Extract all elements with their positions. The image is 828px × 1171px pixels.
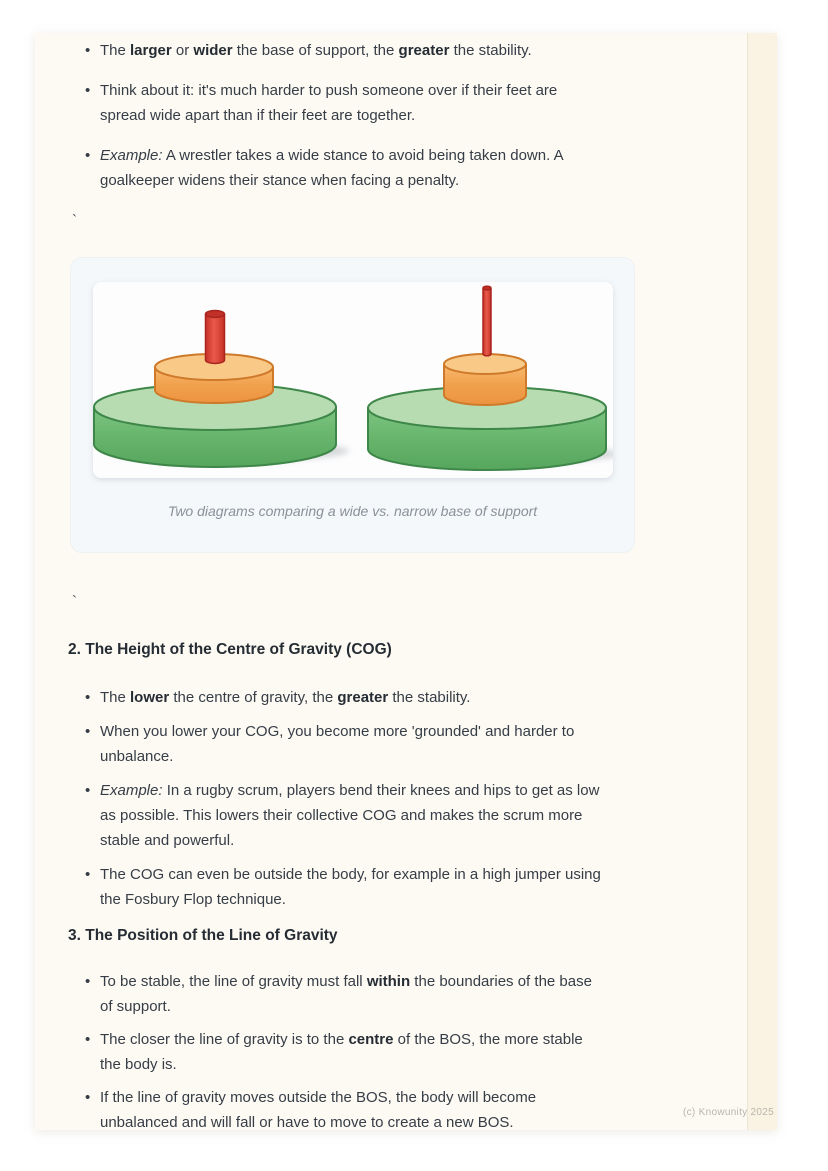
bullet-list-line-of-gravity: [68, 970, 645, 1135]
orange-cylinder-top: [444, 354, 526, 374]
red-rod: [205, 314, 224, 364]
bullet-list-base-of-support: [68, 38, 645, 193]
stray-backtick: `: [72, 212, 77, 229]
list-item: • The lower the centre of gravity, the greater the stability.: [68, 685, 645, 710]
copyright-watermark: (c) Knowunity 2025: [682, 1107, 774, 1118]
section-heading-cog-height: 2. The Height of the Centre of Gravity (COG): [68, 641, 392, 658]
list-item: • If the line of gravity moves outside the BOS, the body will become unbalanced and will fall or have to move to create a new BOS.: [68, 1086, 645, 1135]
list-item: • The closer the line of gravity is to the centre of the BOS, the more stable the body is.: [68, 1028, 645, 1077]
note-content: [35, 33, 645, 1135]
list-item: • Think about it: it's much harder to push someone over if their feet are spread wide apart than if their feet are together.: [68, 78, 645, 128]
list-item: • To be stable, the line of gravity must fall within the boundaries of the base of support.: [68, 970, 645, 1019]
list-item: • The larger or wider the base of support, the greater the stability.: [68, 38, 645, 63]
document-sheet: [35, 33, 777, 1130]
figure-card: [70, 257, 635, 553]
red-rod-top: [483, 286, 491, 290]
red-rod-top: [205, 311, 224, 318]
section-heading-line-of-gravity: 3. The Position of the Line of Gravity: [68, 927, 338, 944]
list-item: • When you lower your COG, you become more 'grounded' and harder to unbalance.: [68, 719, 645, 769]
wide-base-diagram: [94, 311, 349, 467]
figure-caption: Two diagrams comparing a wide vs. narrow base of support: [167, 503, 538, 519]
page-edge-strip: [747, 33, 777, 1130]
bullet-list-cog-height: [68, 685, 645, 912]
stray-backtick: `: [72, 593, 77, 610]
list-item: • Example: In a rugby scrum, players bend their knees and hips to get as low as possible. This lowers their collective COG and makes the scrum more stable and powerful.: [68, 778, 645, 853]
narrow-base-diagram: [368, 286, 613, 470]
list-item: • The COG can even be outside the body, for example in a high jumper using the Fosbury Flop technique.: [68, 862, 645, 912]
base-of-support-illustration: [93, 282, 613, 478]
list-item: • Example: A wrestler takes a wide stance to avoid being taken down. A goalkeeper widens their stance when facing a penalty.: [68, 143, 645, 193]
red-rod: [483, 288, 491, 356]
figure-image: [93, 282, 613, 478]
